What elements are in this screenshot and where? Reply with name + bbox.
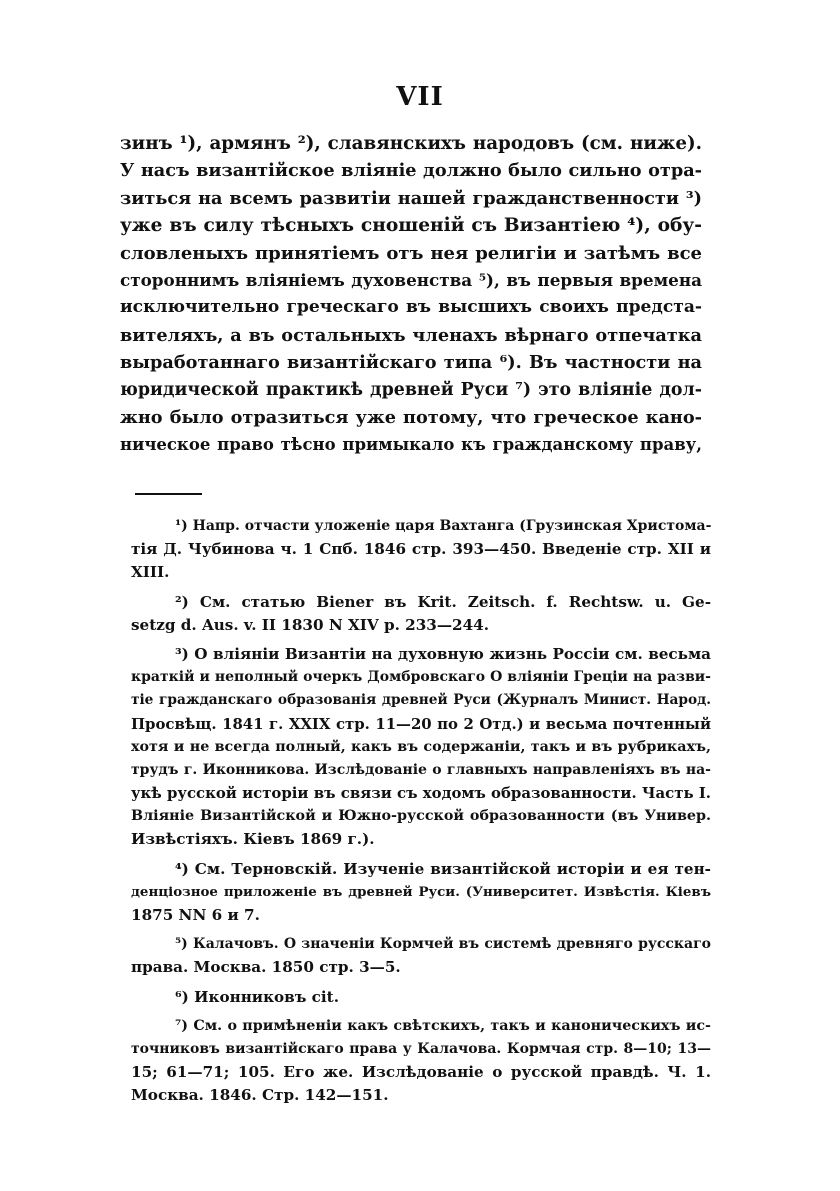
footnote-line: тіе гражданскаго образованія древней Руси (Журналъ Минист. Народ. (131, 692, 711, 709)
footnote-line: хотя и не всегда полный, какъ въ содержаніи, такъ и въ рубрикахъ, (131, 738, 711, 755)
footnote-line: ⁷) См. о примѣненіи какъ свѣтскихъ, такъ и каноническихъ ис- (175, 1017, 711, 1034)
footnote-line: ¹) Напр. отчасти уложеніе царя Вахтанга (Грузинская Христома- (175, 518, 711, 534)
footnote-line: ²) См. статью Biener въ Krit. Zeitsch. f. Rechtsw. u. Ge- (175, 592, 711, 611)
body-line: ническое право тѣсно примыкало къ гражданскому праву, (120, 435, 702, 455)
footnote-line: ⁵) Калачовъ. О значеніи Кормчей въ системѣ древняго русскаго (175, 936, 711, 953)
footnote-line: ⁴) См. Терновскій. Изученіе византійской исторіи и ея тен- (175, 859, 711, 878)
footnote-2 (131, 591, 711, 637)
footnote-line: 1875 NN 6 и 7. (131, 906, 260, 924)
footnote-line: трудъ г. Иконникова. Изслѣдованіе о главныхъ направленіяхъ въ на- (131, 761, 711, 778)
footnote-line: тія Д. Чубинова ч. 1 Спб. 1846 стр. 393—450. Введеніе стр. XII и (131, 540, 711, 559)
footnote-4 (131, 858, 711, 928)
footnote-line: ⁶) Иконниковъ cit. (175, 987, 339, 1006)
footnote-line: setzg d. Aus. v. II 1830 N XIV p. 233—244. (131, 615, 490, 634)
body-line: словленыхъ принятіемъ отъ нея религіи и затѣмъ все (120, 242, 702, 264)
body-line: зинъ ¹), армянъ ²), славянскихъ народовъ (см. ниже). (120, 133, 702, 154)
footnote-line: Москва. 1846. Стр. 142—151. (131, 1086, 389, 1105)
body-line: У насъ византійское вліяніе должно было сильно отра- (120, 160, 702, 182)
footnotes (131, 515, 711, 1108)
footnote-7 (131, 1015, 711, 1108)
footnote-line: укѣ русской исторіи въ связи съ ходомъ образованности. Часть I. (131, 784, 711, 803)
footnote-line: права. Москва. 1850 стр. 3—5. (131, 958, 401, 977)
footnote-line: ³) О вліяніи Византіи на духовную жизнь Россіи см. весьма (175, 644, 711, 663)
body-line: стороннимъ вліяніемъ духовенства ⁵), въ первыя времена (120, 269, 702, 290)
body-line: уже въ силу тѣсныхъ сношеній съ Византіею ⁴), обу- (120, 215, 702, 237)
body-line: юридической практикѣ древней Руси ⁷) это вліяніе дол- (120, 379, 702, 400)
body-line: выработаннаго византійскаго типа ⁶). Въ частности на (120, 352, 702, 374)
main-text (120, 130, 702, 459)
body-line: зиться на всемъ развитіи нашей гражданственности ³) (120, 187, 702, 209)
body-line: вителяхъ, а въ остальныхъ членахъ вѣрнаго отпечатка (120, 324, 702, 346)
footnote-3 (131, 643, 711, 852)
page-number: VII (396, 82, 444, 112)
footnote-line: XIII. (131, 563, 170, 582)
footnote-1 (131, 515, 711, 585)
footnote-line: Просвѣщ. 1841 г. XXIX стр. 11—20 по 2 Отд.) и весьма почтенный (131, 714, 711, 733)
footnote-line: 15; 61—71; 105. Его же. Изслѣдованіе о русской правдѣ. Ч. 1. (131, 1063, 711, 1082)
footnote-line: Вліяніе Византійской и Южно-русской образованности (въ Универ. (131, 808, 711, 825)
footnote-5 (131, 933, 711, 979)
footnote-line: краткій и неполный очеркъ Домбровскаго О вліяніи Греціи на разви- (131, 669, 711, 686)
footnote-line: Извѣстіяхъ. Кіевъ 1869 г.). (131, 830, 375, 849)
footnote-separator (135, 493, 202, 495)
footnote-6 (131, 986, 711, 1009)
body-line: жно было отразиться уже потому, что греческое кано- (120, 406, 702, 428)
body-line: исключительно греческаго въ высшихъ своихъ предста- (120, 297, 702, 318)
footnote-line: точниковъ византійскаго права у Калачова. Кормчая стр. 8—10; 13— (131, 1040, 711, 1057)
footnote-line: денціозное приложеніе въ древней Руси. (Университет. Извѣстія. Кіевъ (131, 883, 711, 900)
